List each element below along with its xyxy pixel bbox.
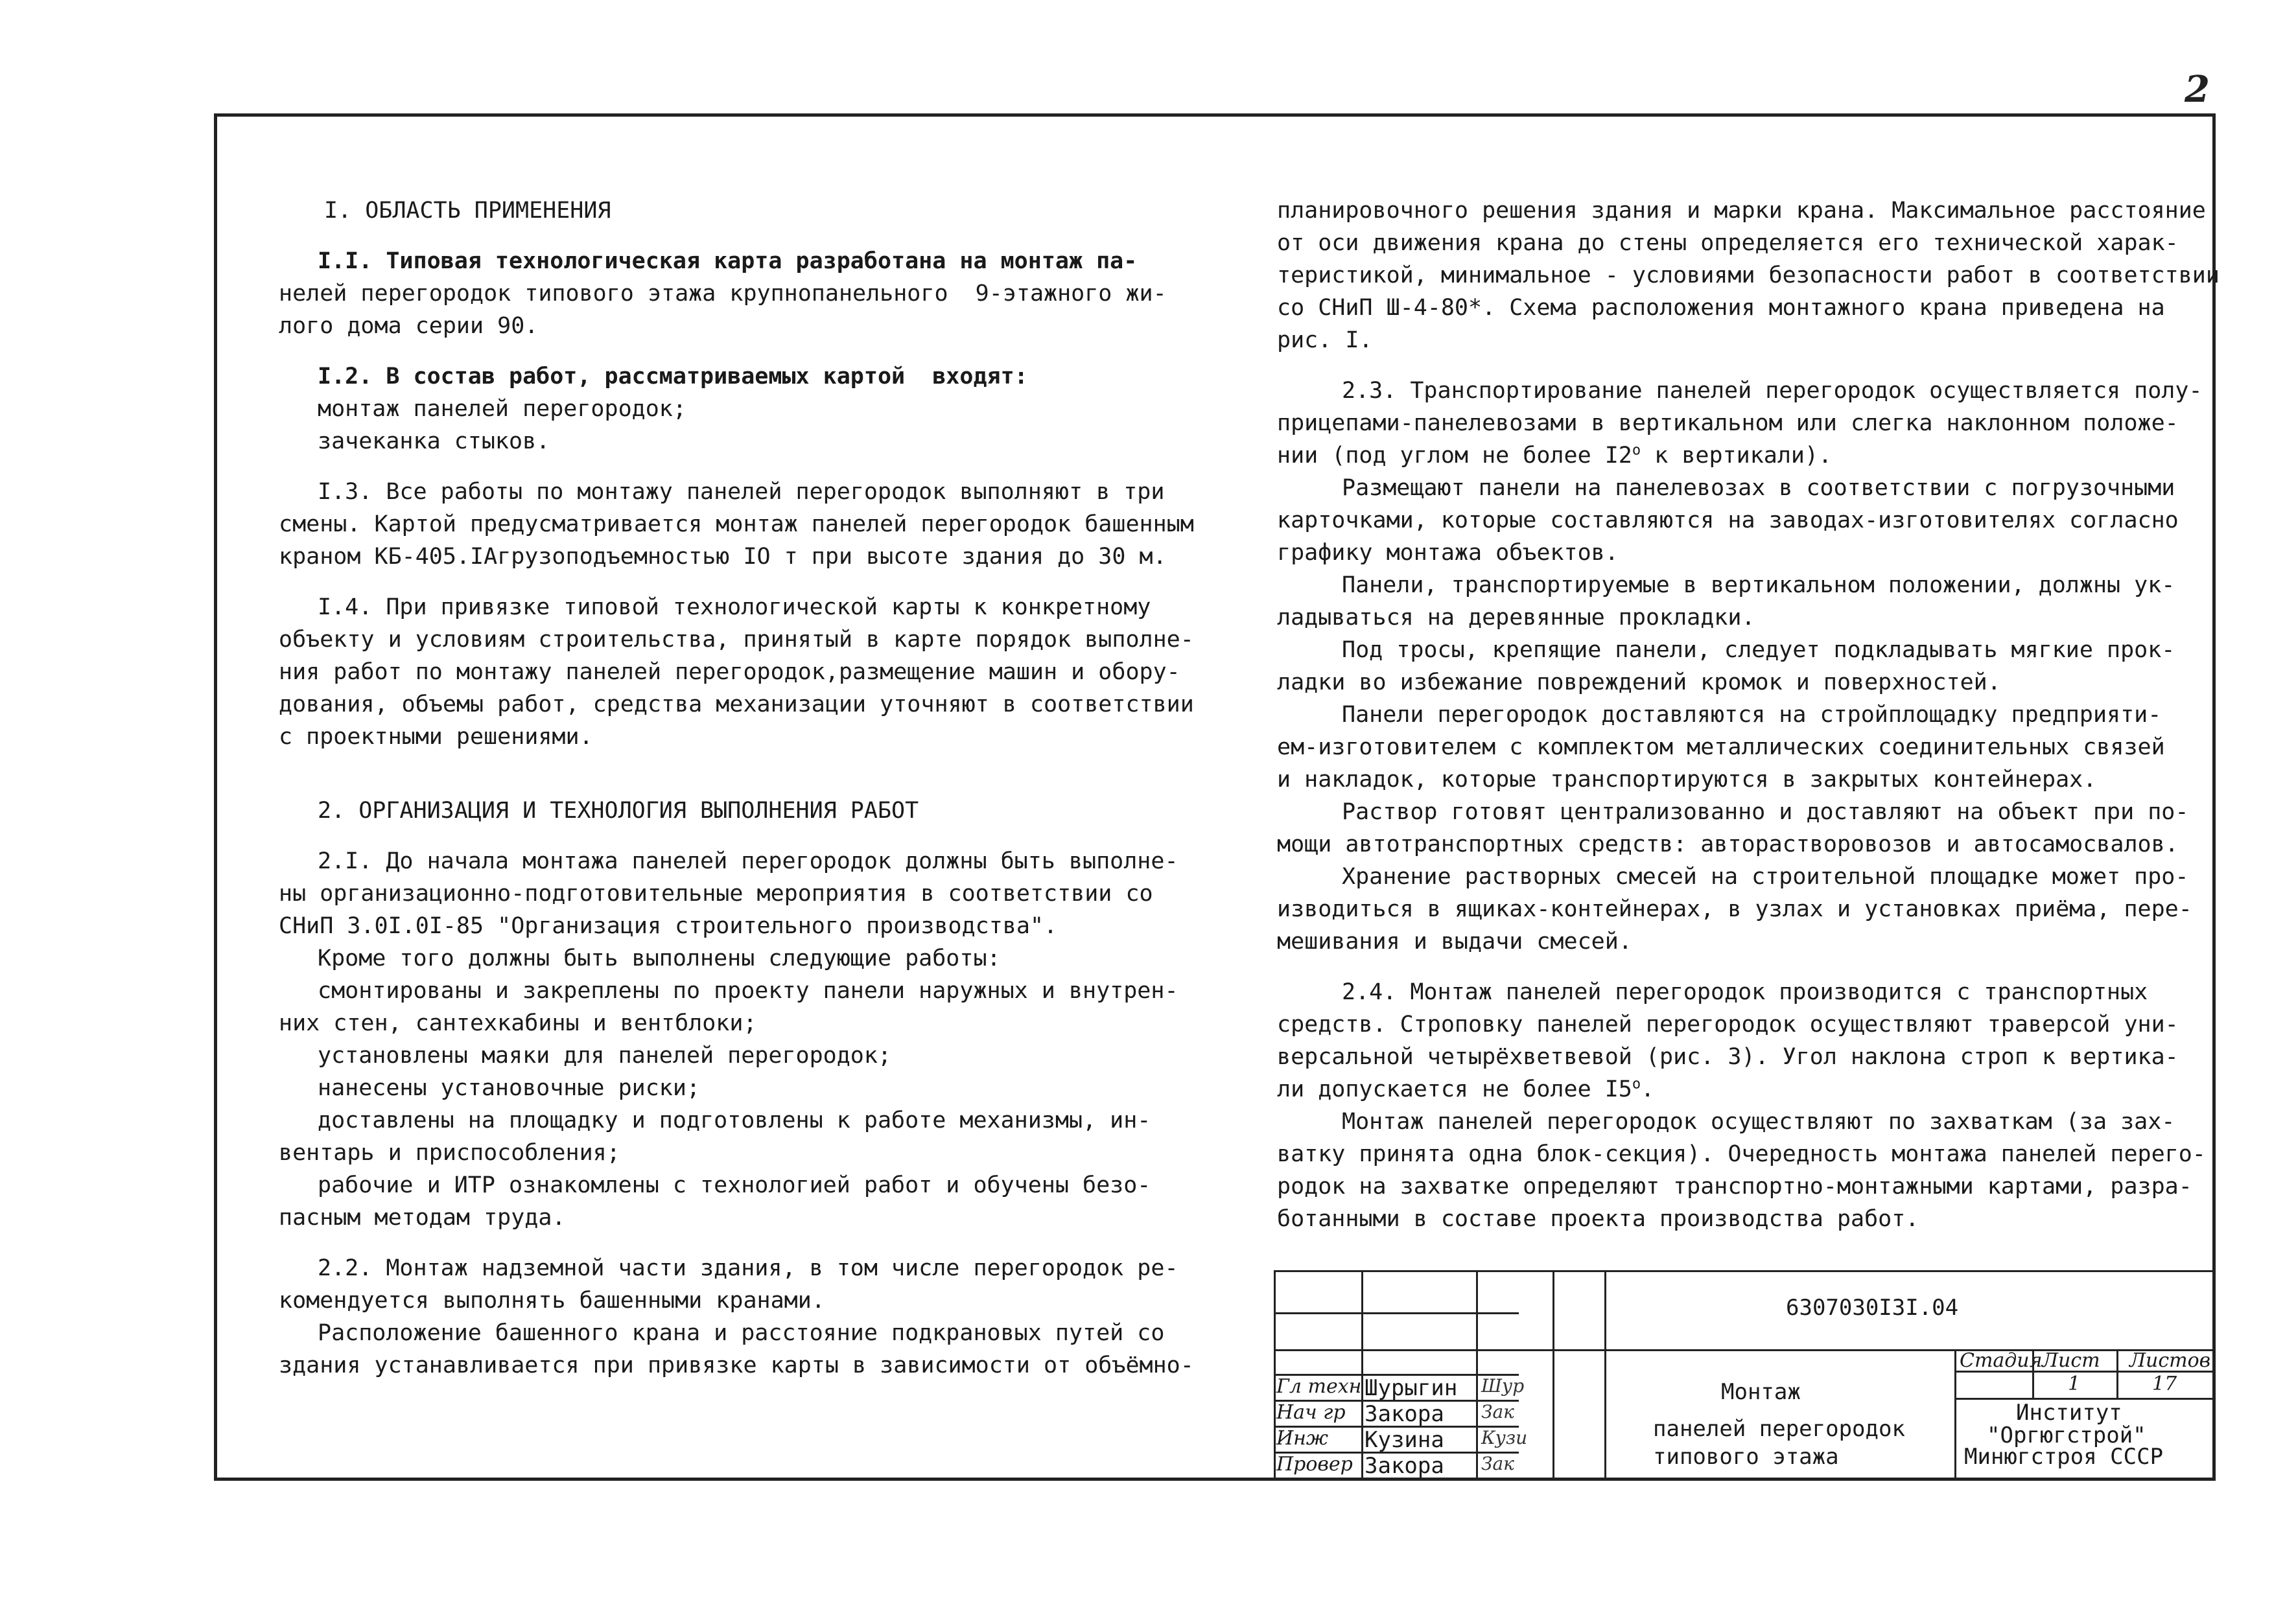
text-line: рабочие и ИТР ознакомлены с технологией работ и обучены безо- <box>318 1172 1151 1198</box>
title-block <box>1274 1270 2216 1481</box>
text-line: 2.3. Транспортирование панелей перегородок осуществляется полу- <box>1342 378 2203 404</box>
text-line: планировочного решения здания и марки крана. Максимальное расстояние <box>1277 198 2206 224</box>
organization-line-3: Минюгстроя СССР <box>1964 1444 2164 1470</box>
text-line: ния работ по монтажу панелей перегородок,размещение машин и обору- <box>279 659 1180 685</box>
degree-mark: o <box>1632 442 1641 459</box>
text-line-with-degree <box>1277 439 2197 472</box>
text-line: I.4. При привязке типовой технологической карты к конкретному <box>318 594 1151 620</box>
text-line-with-degree <box>1277 1073 2197 1106</box>
text-fragment: нии (под углом не более I2 <box>1277 443 1632 469</box>
signature: Кузи <box>1481 1427 1528 1448</box>
text-line: рис. I. <box>1277 327 1373 353</box>
paragraph-2-2 <box>279 1252 1194 1382</box>
signature: Зак <box>1481 1401 1514 1422</box>
text-line: Размещают панели на панелевозах в соответствии с погрузочными <box>1342 475 2175 501</box>
text-line: Монтаж панелей перегородок осуществляют по захваткам (за зах- <box>1342 1109 2175 1135</box>
grid-line <box>1553 1270 1554 1481</box>
person-name: Шурыгин <box>1365 1375 1458 1401</box>
section-2-heading: 2. ОРГАНИЗАЦИЯ И ТЕХНОЛОГИЯ ВЫПОЛНЕНИЯ РАБОТ <box>318 798 919 824</box>
paragraph-1-4 <box>279 591 1194 753</box>
text-line: монтаж панелей перегородок; <box>318 396 686 422</box>
text-line: мешивания и выдачи смесей. <box>1277 929 1632 955</box>
text-line: 2.4. Монтаж панелей перегородок производится с транспортных <box>1342 979 2148 1005</box>
paragraph-2-4 <box>1277 976 2206 1235</box>
text-line: версальной четырёхветвевой (рис. 3). Угол наклона строп к вертика- <box>1277 1044 2179 1070</box>
person-name: Закора <box>1365 1453 1444 1479</box>
stage-label: Стадия <box>1960 1349 2043 1372</box>
text-line: доставлены на площадку и подготовлены к работе механизмы, ин- <box>318 1108 1151 1133</box>
grid-line <box>1274 1270 1276 1481</box>
text-line: со СНиП Ш-4-80*. Схема расположения монтажного крана приведена на <box>1277 295 2165 321</box>
text-line: изводиться в ящиках-контейнерах, в узлах и установках приёма, пере- <box>1277 896 2192 922</box>
text-line: нелей перегородок типового этажа крупнопанельного 9-этажного жи- <box>279 281 1167 307</box>
organization-line-1: Институт <box>2016 1400 2122 1426</box>
right-column <box>1277 194 2220 1235</box>
text-line: теристикой, минимальное - условиями безопасности работ в соответствии <box>1277 262 2220 288</box>
text-line: краном КБ-405.IАгрузоподъемностью IO т при высоте здания до 30 м. <box>279 544 1167 570</box>
sheets-label: Листов <box>2129 1349 2211 1372</box>
paragraph-2-1 <box>279 845 1178 1234</box>
grid-line <box>1954 1349 1956 1481</box>
drawing-title-line-2: панелей перегородок <box>1653 1416 1905 1442</box>
text-line: прицепами-панелевозами в вертикальном или слегка наклонном положе- <box>1277 410 2179 436</box>
text-line: средств. Строповку панелей перегородок осуществляют траверсой уни- <box>1277 1012 2179 1038</box>
drawing-title-line-1: Монтаж <box>1721 1379 1801 1405</box>
text-line: зачеканка стыков. <box>318 428 550 454</box>
text-line: установлены маяки для панелей перегородок; <box>318 1043 892 1069</box>
role-label: Провер <box>1276 1453 1353 1476</box>
organization-line-2: "Оргюгстрой" <box>1987 1422 2146 1448</box>
text-line: с проектными решениями. <box>279 724 593 750</box>
text-line: нанесены установочные риски; <box>318 1075 701 1101</box>
text-line: комендуется выполнять башенными кранами. <box>279 1288 825 1314</box>
text-fragment: к вертикали). <box>1641 443 1833 469</box>
text-line: ладки во избежание повреждений кромок и поверхностей. <box>1277 669 2001 695</box>
text-line: смены. Картой предусматривается монтаж панелей перегородок башенным <box>279 511 1194 537</box>
page-number: 2 <box>2185 68 2210 111</box>
role-label: Инж <box>1276 1427 1329 1450</box>
text-line: графику монтажа объектов. <box>1277 540 1619 566</box>
text-line: смонтированы и закреплены по проекту панели наружных и внутрен- <box>318 978 1178 1004</box>
text-line: Панели перегородок доставляются на стройплощадку предприяти- <box>1342 702 2162 728</box>
person-name: Закора <box>1365 1401 1444 1427</box>
sheet-label: Лист <box>2042 1349 2100 1372</box>
text-fragment: . <box>1641 1076 1655 1102</box>
signature: Зак <box>1481 1453 1514 1474</box>
text-line: Под тросы, крепящие панели, следует подкладывать мягкие прок- <box>1342 637 2175 663</box>
text-line: I.3. Все работы по монтажу панелей перегородок выполняют в три <box>318 479 1165 505</box>
text-line: ны организационно-подготовительные мероприятия в соответствии со <box>279 881 1153 907</box>
drawing-title-line-3: типового этажа <box>1653 1444 1839 1470</box>
role-label: Нач гр <box>1276 1401 1346 1424</box>
text-line: Расположение башенного крана и расстояние подкрановых путей со <box>318 1320 1165 1346</box>
text-line: Раствор готовят централизованно и доставляют на объект при по- <box>1342 799 2189 825</box>
text-line: здания устанавливается при привязке карты в зависимости от объёмно- <box>279 1352 1194 1378</box>
text-fragment: ли допускается не более I5 <box>1277 1076 1632 1102</box>
document-code: 6307030I3I.04 <box>1786 1295 1959 1321</box>
text-line: и накладок, которые транспортируются в закрытых контейнерах. <box>1277 767 2097 793</box>
text-line: карточками, которые составляются на заводах-изготовителях согласно <box>1277 507 2179 533</box>
text-line: ладываться на деревянные прокладки. <box>1277 605 1755 631</box>
text-line: объекту и условиям строительства, принятый в карте порядок выполне- <box>279 627 1194 653</box>
grid-line <box>1274 1270 2216 1272</box>
text-line: Хранение растворных смесей на строительной площадке может про- <box>1342 864 2189 890</box>
text-line: I.2. В состав работ, рассматриваемых картой входят: <box>318 364 1028 389</box>
grid-line <box>2116 1349 2118 1400</box>
text-line: Кроме того должны быть выполнены следующие работы: <box>318 945 1001 971</box>
paragraph-1-1 <box>279 245 1173 342</box>
left-column <box>279 194 1194 1382</box>
paragraph-2-3 <box>1277 375 2203 958</box>
grid-line <box>1274 1479 2216 1481</box>
text-line: вентарь и приспособления; <box>279 1140 620 1166</box>
text-line: Панели, транспортируемые в вертикальном положении, должны ук- <box>1342 572 2175 598</box>
text-line: СНиП 3.0I.0I-85 "Организация строительного производства". <box>279 913 1058 939</box>
paragraph-1-3 <box>279 476 1194 573</box>
text-line: ем-изготовителем с комплектом металлических соединительных связей <box>1277 734 2165 760</box>
sheet-value: 1 <box>2068 1373 2081 1395</box>
text-line: от оси движения крана до стены определяется его технической харак- <box>1277 230 2179 256</box>
degree-mark: o <box>1632 1076 1641 1093</box>
text-line: 2.I. До начала монтажа панелей перегородок должны быть выполне- <box>318 848 1178 874</box>
text-line: пасным методам труда. <box>279 1205 566 1231</box>
role-label: Гл техн <box>1276 1375 1362 1398</box>
text-line: них стен, сантехкабины и вентблоки; <box>279 1010 757 1036</box>
text-line: ботанными в составе проекта производства работ. <box>1277 1206 1919 1232</box>
paragraph-2-2-continued <box>1277 194 2220 356</box>
text-line: родок на захватке определяют транспортно-монтажными картами, разра- <box>1277 1174 2192 1200</box>
text-line: 2.2. Монтаж надземной части здания, в том числе перегородок ре- <box>318 1255 1178 1281</box>
text-line: лого дома серии 90. <box>279 313 539 339</box>
grid-line <box>1361 1270 1363 1481</box>
section-1-heading: I. ОБЛАСТЬ ПРИМЕНЕНИЯ <box>324 198 611 224</box>
text-line: мощи автотранспортных средств: авторастворовозов и автосамосвалов. <box>1277 831 2179 857</box>
signature: Шур <box>1481 1375 1525 1397</box>
person-name: Кузина <box>1365 1427 1444 1453</box>
grid-line <box>1274 1312 1519 1314</box>
grid-line <box>2214 1270 2216 1481</box>
grid-line <box>1476 1270 1478 1481</box>
text-line: дования, объемы работ, средства механизации уточняют в соответствии <box>279 691 1194 717</box>
text-line: ватку принята одна блок-секция). Очередность монтажа панелей перего- <box>1277 1141 2206 1167</box>
paragraph-1-2 <box>318 360 1173 458</box>
sheets-value: 17 <box>2152 1373 2177 1395</box>
text-line: I.I. Типовая технологическая карта разработана на монтаж па- <box>318 248 1138 274</box>
grid-line <box>1604 1270 1606 1481</box>
